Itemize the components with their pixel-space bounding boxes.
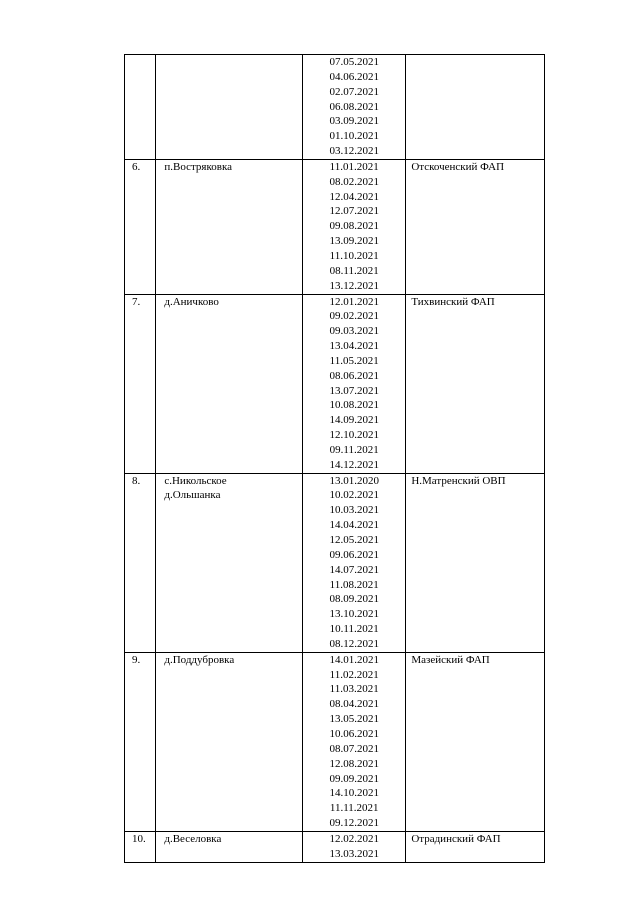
medical-point-cell (406, 294, 545, 473)
medical-point-name: Н.Матренский ОВП (411, 474, 506, 487)
row-number: 8. (132, 474, 141, 487)
visit-date: 08.12.2021 (329, 637, 379, 650)
table-row (125, 294, 545, 473)
row-number: 7. (132, 295, 141, 308)
row-number-cell (125, 55, 156, 160)
settlement-cell (156, 55, 303, 160)
settlement-name: д.Ольшанка (164, 489, 221, 502)
visit-date: 09.06.2021 (329, 548, 379, 561)
visit-date: 10.06.2021 (329, 727, 379, 740)
visit-date: 13.12.2021 (329, 279, 379, 292)
settlement-cell (156, 473, 303, 652)
settlement-name: с.Никольское (164, 474, 227, 487)
table-row (125, 55, 545, 160)
visit-date: 12.05.2021 (329, 534, 379, 546)
row-number-cell (125, 652, 156, 831)
visit-date: 09.03.2021 (329, 325, 379, 338)
table-row (125, 159, 545, 294)
medical-point-name: Отрадинский ФАП (411, 832, 501, 845)
table-row (125, 473, 545, 652)
settlement-cell (156, 294, 303, 473)
visit-date: 04.06.2021 (329, 70, 379, 83)
schedule-table-body (125, 55, 545, 863)
visit-date: 08.07.2021 (329, 742, 379, 755)
settlement-cell (156, 652, 303, 831)
visit-date: 12.10.2021 (329, 429, 379, 442)
visit-date: 11.01.2021 (329, 160, 379, 173)
visit-date: 12.04.2021 (329, 190, 379, 203)
schedule-table (124, 54, 545, 863)
visit-date: 12.07.2021 (329, 205, 379, 218)
settlement-name: д.Веселовка (164, 832, 222, 845)
visit-date: 08.02.2021 (329, 175, 379, 188)
visit-date: 14.12.2021 (329, 458, 379, 471)
medical-point-name: Отскоченский ФАП (411, 160, 505, 173)
visit-date: 10.11.2021 (329, 623, 379, 636)
visit-date: 09.12.2021 (329, 817, 379, 830)
visit-date: 03.09.2021 (329, 115, 379, 128)
visit-date: 12.02.2021 (329, 832, 379, 845)
visit-date: 13.01.2020 (329, 474, 379, 487)
visit-date: 11.08.2021 (329, 578, 379, 591)
settlement-name: д.Аничково (164, 295, 219, 308)
visit-date: 09.09.2021 (329, 772, 379, 785)
settlement-cell (156, 831, 303, 862)
medical-point-name: Мазейский ФАП (411, 653, 490, 666)
dates-cell (303, 652, 406, 831)
visit-date: 14.09.2021 (329, 414, 379, 427)
visit-date: 10.03.2021 (329, 504, 379, 517)
dates-cell (303, 831, 406, 862)
medical-point-cell (406, 55, 545, 160)
dates-cell (303, 294, 406, 473)
row-number: 6. (132, 160, 141, 173)
visit-date: 01.10.2021 (329, 130, 379, 143)
visit-date: 09.11.2021 (329, 443, 379, 456)
visit-date: 13.03.2021 (329, 847, 379, 860)
visit-date: 13.10.2021 (329, 608, 379, 621)
visit-date: 12.01.2021 (329, 295, 379, 308)
visit-date: 11.11.2021 (329, 802, 379, 815)
visit-date: 11.05.2021 (329, 354, 379, 367)
visit-date: 14.10.2021 (329, 787, 379, 800)
visit-date: 11.10.2021 (329, 249, 379, 262)
visit-date: 12.08.2021 (329, 757, 379, 770)
visit-date: 13.07.2021 (329, 384, 379, 397)
table-row (125, 831, 545, 862)
visit-date: 10.02.2021 (329, 489, 379, 502)
row-number-cell (125, 831, 156, 862)
visit-date: 11.03.2021 (329, 683, 379, 696)
visit-date: 03.12.2021 (329, 145, 379, 158)
visit-date: 08.06.2021 (329, 369, 379, 382)
dates-cell (303, 473, 406, 652)
visit-date: 14.01.2021 (329, 653, 379, 666)
visit-date: 08.04.2021 (329, 698, 379, 711)
row-number: 9. (132, 653, 141, 666)
visit-date: 10.08.2021 (329, 399, 379, 412)
medical-point-cell (406, 831, 545, 862)
table-row (125, 652, 545, 831)
medical-point-cell (406, 159, 545, 294)
settlement-name: п.Востряковка (164, 160, 233, 173)
medical-point-name: Тихвинский ФАП (411, 295, 495, 308)
visit-date: 07.05.2021 (329, 56, 379, 68)
medical-point-cell (406, 652, 545, 831)
medical-point-cell (406, 473, 545, 652)
visit-date: 08.11.2021 (329, 264, 379, 277)
visit-date: 08.09.2021 (329, 593, 379, 606)
visit-date: 02.07.2021 (329, 85, 379, 98)
dates-cell (303, 159, 406, 294)
visit-date: 11.02.2021 (329, 668, 379, 681)
settlement-cell (156, 159, 303, 294)
visit-date: 13.09.2021 (329, 235, 379, 248)
visit-date: 09.08.2021 (329, 220, 379, 233)
visit-date: 14.07.2021 (329, 563, 379, 576)
visit-date: 09.02.2021 (329, 310, 379, 323)
row-number-cell (125, 294, 156, 473)
row-number: 10. (132, 832, 146, 845)
settlement-name: д.Поддубровка (164, 653, 235, 666)
dates-cell (303, 55, 406, 160)
row-number-cell (125, 159, 156, 294)
row-number-cell (125, 473, 156, 652)
visit-date: 13.04.2021 (329, 340, 379, 353)
visit-date: 14.04.2021 (329, 519, 379, 532)
visit-date: 13.05.2021 (329, 713, 379, 726)
visit-date: 06.08.2021 (329, 100, 379, 113)
